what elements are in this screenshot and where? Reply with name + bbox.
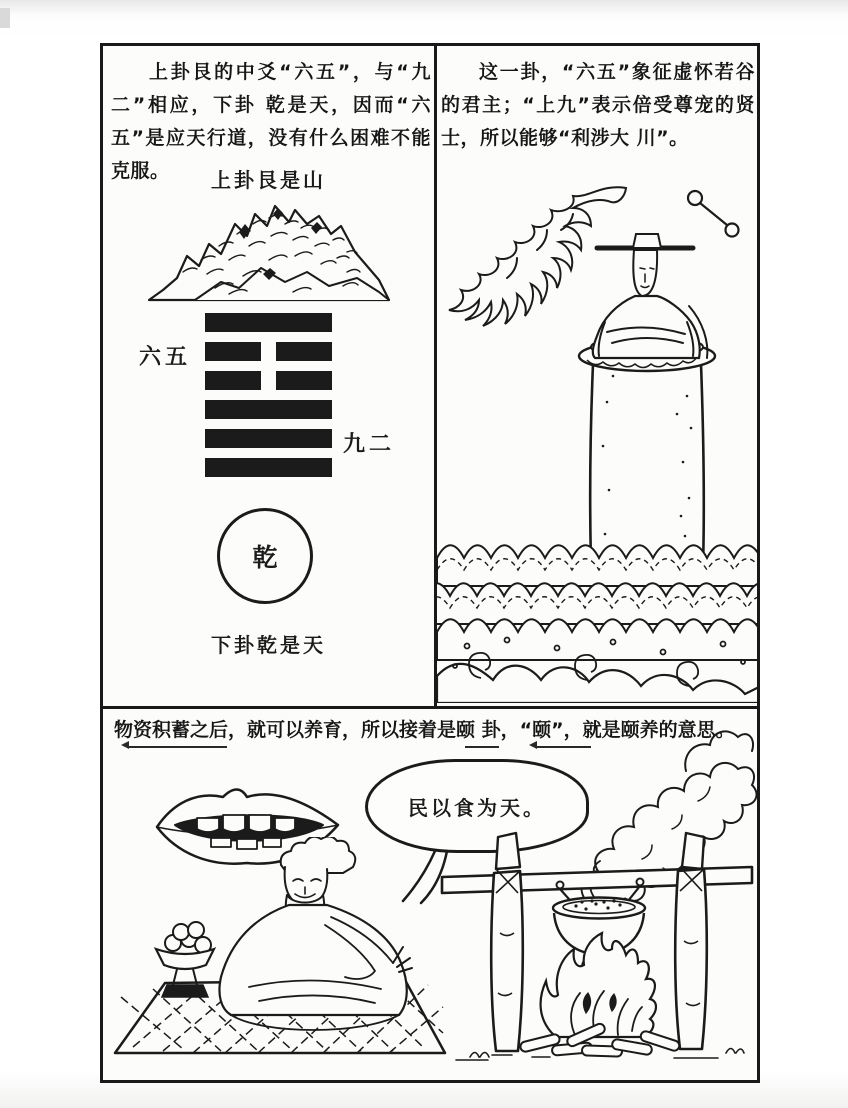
speech-bubble-text: 民以食为天。	[408, 795, 546, 820]
dumbbell-icon	[688, 191, 739, 237]
comic-page-frame	[100, 43, 760, 1083]
trigram-circle	[217, 508, 313, 604]
panel-top-left	[103, 46, 434, 706]
mountain-illustration	[143, 194, 393, 306]
hexagram-line-solid	[205, 313, 332, 332]
sage-figure	[593, 234, 708, 358]
waves-illustration	[437, 545, 757, 703]
elder-figure	[219, 837, 412, 1030]
scan-smudge	[0, 8, 10, 28]
campfire-cauldron-illustration	[436, 711, 758, 1065]
hexagram-label-six-five: 六五	[139, 345, 192, 370]
mountain-label: 上卦艮是山	[211, 168, 326, 192]
flame-icon	[449, 187, 626, 326]
fire-icon	[541, 933, 656, 1037]
firewood-logs	[519, 1022, 680, 1056]
hexagram-line-solid	[205, 400, 332, 419]
hexagram-line-solid	[205, 458, 332, 477]
panel-top-right	[437, 46, 757, 706]
panel-bottom	[103, 709, 757, 1080]
underline-arrow-mark	[127, 746, 227, 748]
sage-on-pillar-illustration	[437, 146, 757, 703]
hexagram-diagram	[205, 313, 332, 487]
trigram-symbol: 乾	[252, 543, 278, 572]
hexagram-line-broken	[205, 342, 332, 361]
elder-on-mat-illustration	[113, 837, 463, 1065]
panel-top-right-caption: 这一卦，“六五”象征虚怀若谷的君主；“上九”表示倍受尊宠的贤士，所以能够“利涉大 川”。	[441, 61, 755, 149]
hexagram-label-nine-two: 九二	[343, 432, 396, 457]
panel-top-left-caption: 上卦艮的中爻“六五”，与“九二”相应，下卦 乾是天，因而“六五”是应天行道，没有什么困难不能克服。	[111, 61, 431, 182]
hexagram-line-broken	[205, 371, 332, 390]
trigram-label: 下卦乾是天	[211, 633, 326, 657]
hexagram-line-solid	[205, 429, 332, 448]
panel-bottom-caption: 物资积蓄之后，就可以养育，所以接着是颐 卦，“颐”，就是颐养的意思。	[114, 719, 735, 741]
